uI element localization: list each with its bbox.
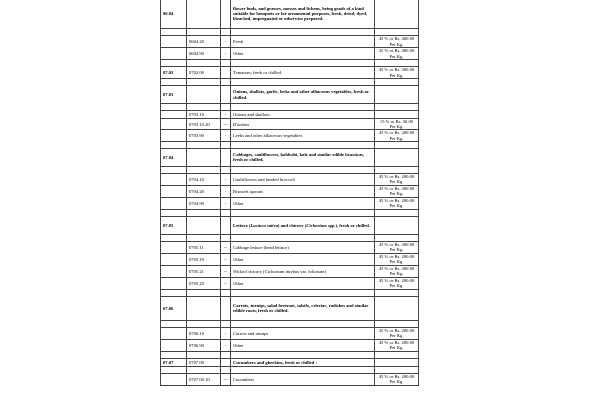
duty-rate [375,358,419,366]
item-dash: - [221,185,231,197]
duty-rate: 45 % or Rs. 200.00 Per Kg. [375,339,419,351]
table-row [161,373,419,385]
item-code: 0707.00.10 [187,373,221,385]
item-code: 0703.10 [187,111,221,119]
table-row [161,86,419,104]
duty-rate: 45 % or Rs. 200.00 Per Kg. [375,197,419,209]
heading-number: 07.07 [161,358,187,366]
heading-number: 06.04 [161,0,187,29]
item-description: Fresh [231,36,375,48]
table-row [161,48,419,60]
duty-rate: 45 % or Rs. 200.00 Per Kg. [375,241,419,253]
duty-rate: 45 % or Rs. 400.00 Per Kg. [375,48,419,60]
item-code: 0704.20 [187,185,221,197]
duty-rate: 45 % or Rs. 200.00 Per Kg. [375,327,419,339]
document-page [160,0,418,400]
item-description: Tomatoes, fresh or chilled. [231,67,375,79]
item-dash: -- [221,241,231,253]
item-code: 0702.00 [187,67,221,79]
table-row [161,111,419,119]
table-row [161,296,419,320]
spacer-row [161,320,419,327]
item-description: Other [231,48,375,60]
table-row [161,265,419,277]
spacer-row [161,60,419,67]
table-row [161,253,419,265]
item-code: 0706.10 [187,327,221,339]
table-row [161,36,419,48]
spacer-row [161,29,419,36]
item-code: 0705.21 [187,265,221,277]
item-dash: -- [221,265,231,277]
spacer-row [161,289,419,296]
item-description: Other [231,277,375,289]
spacer-row [161,209,419,216]
heading-number: 07.06 [161,296,187,320]
duty-rate: 45 % or Rs. 200.00 Per Kg. [375,277,419,289]
spacer-row [161,104,419,111]
item-dash: --- [221,373,231,385]
table-row [161,67,419,79]
table-row [161,339,419,351]
table-row [161,173,419,185]
duty-rate: 45 % or Rs. 200.00 Per Kg. [375,67,419,79]
duty-rate: 15 % or Rs. 30.00 Per Kg. [375,119,419,130]
duty-rate: 45 % or Rs. 200.00 Per Kg. [375,265,419,277]
duty-rate: 45 % or Rs. 200.00 Per Kg. [375,173,419,185]
spacer-row [161,166,419,173]
spacer-row [161,366,419,373]
tariff-table [160,0,419,386]
spacer-row [161,79,419,86]
heading-description: Cabbages, cauliflowers, kohlrabi, kale and similar edible brassicas, fresh or chilled. [231,148,375,166]
item-code: 0704.90 [187,197,221,209]
spacer-row [161,141,419,148]
table-row [161,119,419,130]
table-row [161,130,419,141]
item-description: Cauliflowers and headed broccoli [231,173,375,185]
heading-description: Cucumbers and gherkins, fresh or chilled : [231,358,375,366]
duty-rate: 45 % or Rs. 200.00 Per Kg. [375,130,419,141]
item-dash: - [221,339,231,351]
item-code: 0705.29 [187,277,221,289]
item-code: 0703.90 [187,130,221,141]
item-description: Witloof chicory (Cichorium intybus var. foliosum) [231,265,375,277]
item-code: 0703.10.20 [187,119,221,130]
spacer-row [161,234,419,241]
table-row [161,241,419,253]
item-code: 0707.00 [187,358,221,366]
item-code: 0706.90 [187,339,221,351]
table-row [161,185,419,197]
item-description: Carrots and turnips [231,327,375,339]
item-dash: - [221,111,231,119]
table-row [161,358,419,366]
heading-description: Onions, shallots, garlic, leeks and other alliaceous vegetables, fresh or chilled. [231,86,375,104]
item-dash: - [221,130,231,141]
heading-description: flower buds, and grasses, mosses and lichens, being goods of a kind suitable for bouquets or for ornamental purposes, fresh, dried, dyed, bleached, impregnated or otherwise prepared. [231,0,375,29]
item-dash: -- [221,253,231,265]
item-code: 0604.90 [187,48,221,60]
item-description: Onions and shallots: [231,111,375,119]
item-description: Other [231,253,375,265]
table-row [161,277,419,289]
item-code: 0705.11 [187,241,221,253]
item-dash: - [221,36,231,48]
item-dash: - [221,173,231,185]
item-dash: --- [221,119,231,130]
heading-number: 07.04 [161,148,187,166]
item-description: Cucumbers [231,373,375,385]
item-code: 0705.19 [187,253,221,265]
heading-number: 07.02 [161,67,187,79]
item-dash: -- [221,277,231,289]
table-row [161,0,419,29]
heading-description: Lettuce (Lactuca sativa) and chicory (Cichorium spp.), fresh or chilled. [231,216,375,234]
item-description: Brussels sprouts [231,185,375,197]
table-row [161,216,419,234]
item-description: Other [231,339,375,351]
table-row [161,327,419,339]
duty-rate [375,111,419,119]
item-description: Other [231,197,375,209]
table-row [161,197,419,209]
item-description: Cabbage lettuce (head lettuce) [231,241,375,253]
duty-rate: 45 % or Rs. 200.00 Per Kg. [375,253,419,265]
heading-number: 07.05 [161,216,187,234]
item-description: B'onions [231,119,375,130]
heading-description: Carrots, turnips, salad beetroot, salsify, celeriac, radishes and similar edible roots, fresh or chilled. [231,296,375,320]
item-code: 0604.20 [187,36,221,48]
table-row [161,148,419,166]
item-dash: - [221,197,231,209]
duty-rate: 45 % or Rs. 200.00 Per Kg. [375,373,419,385]
heading-number: 07.03 [161,86,187,104]
spacer-row [161,351,419,358]
duty-rate: 45 % or Rs. 400.00 Per Kg. [375,36,419,48]
item-dash: - [221,327,231,339]
item-dash: - [221,48,231,60]
item-code: 0704.10 [187,173,221,185]
item-description: Leeks and other alliaceous vegetables [231,130,375,141]
duty-rate: 45 % or Rs. 200.00 Per Kg. [375,185,419,197]
